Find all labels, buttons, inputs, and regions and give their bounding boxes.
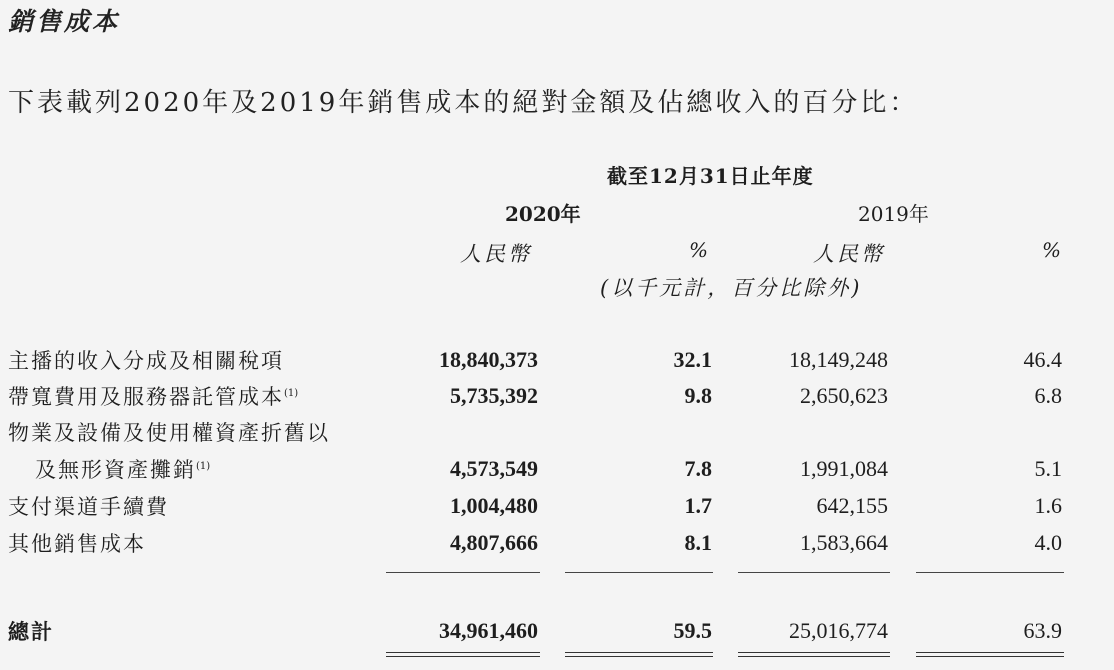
- year-2020-header: 2020年: [505, 202, 581, 226]
- row-label: 其他銷售成本: [8, 532, 146, 556]
- intro-paragraph: 下表載列2020年及2019年銷售成本的絕對金額及佔總收入的百分比：: [8, 88, 919, 118]
- amount-2020: 1,004,480: [450, 493, 538, 518]
- total-double-rule: [386, 652, 540, 657]
- table-row: [0, 343, 1114, 379]
- total-row: [0, 614, 1114, 650]
- percent-2019: 1.6: [1034, 493, 1062, 518]
- period-header: 截至12月31日止年度: [607, 164, 814, 188]
- percent-2020-header: %: [689, 238, 709, 262]
- row-label: 主播的收入分成及相關稅項: [8, 349, 284, 373]
- table-row: [0, 452, 1114, 488]
- subtotal-rule: [565, 572, 713, 573]
- currency-2020-header: 人民幣: [460, 242, 532, 266]
- amount-2019: 642,155: [816, 493, 888, 518]
- amount-2019: 2,650,623: [800, 383, 888, 408]
- percent-2019: 6.8: [1034, 383, 1062, 408]
- amount-2020: 18,840,373: [439, 347, 538, 372]
- total-percent-2019: 63.9: [1023, 618, 1062, 643]
- amount-2019: 1,991,084: [800, 456, 888, 481]
- year-2019-header: 2019年: [858, 202, 929, 226]
- table-row: [0, 379, 1114, 415]
- percent-2019-header: %: [1042, 238, 1062, 262]
- total-label: 總計: [8, 619, 54, 644]
- total-percent-2020: 59.5: [673, 618, 712, 643]
- currency-2019-header: 人民幣: [813, 242, 885, 266]
- subtotal-rule: [916, 572, 1064, 573]
- total-double-rule: [916, 652, 1064, 657]
- subtotal-rule: [738, 572, 890, 573]
- row-label: 帶寬費用及服務器託管成本$^{(1)}$: [8, 385, 299, 409]
- table-row: [0, 415, 1114, 451]
- table-row: [0, 526, 1114, 562]
- percent-2020: 8.1: [684, 530, 712, 555]
- amount-2019: 1,583,664: [800, 530, 888, 555]
- footnote-marker: (1): [196, 461, 211, 472]
- total-amount-2019: 25,016,774: [789, 618, 888, 643]
- subtotal-rule: [386, 572, 540, 573]
- row-label: 支付渠道手續費: [8, 495, 169, 519]
- percent-2020: 1.7: [684, 493, 712, 518]
- row-label: 及無形資產攤銷$^{(1)}$: [35, 458, 211, 482]
- amount-2020: 4,807,666: [450, 530, 538, 555]
- total-amount-2020: 34,961,460: [439, 618, 538, 643]
- total-double-rule: [565, 652, 713, 657]
- footnote-marker: (1): [284, 388, 299, 399]
- row-label: 物業及設備及使用權資產折舊以: [8, 421, 330, 445]
- table-row: [0, 489, 1114, 525]
- percent-2019: 46.4: [1023, 347, 1062, 372]
- amount-2019: 18,149,248: [789, 347, 888, 372]
- total-double-rule: [738, 652, 890, 657]
- amount-2020: 5,735,392: [450, 383, 538, 408]
- percent-2019: 4.0: [1034, 530, 1062, 555]
- percent-2020: 32.1: [673, 347, 712, 372]
- amount-2020: 4,573,549: [450, 456, 538, 481]
- unit-note: (以千元計，百分比除外): [600, 276, 863, 300]
- percent-2020: 9.8: [684, 383, 712, 408]
- percent-2020: 7.8: [684, 456, 712, 481]
- percent-2019: 5.1: [1034, 456, 1062, 481]
- section-title: 銷售成本: [8, 7, 121, 36]
